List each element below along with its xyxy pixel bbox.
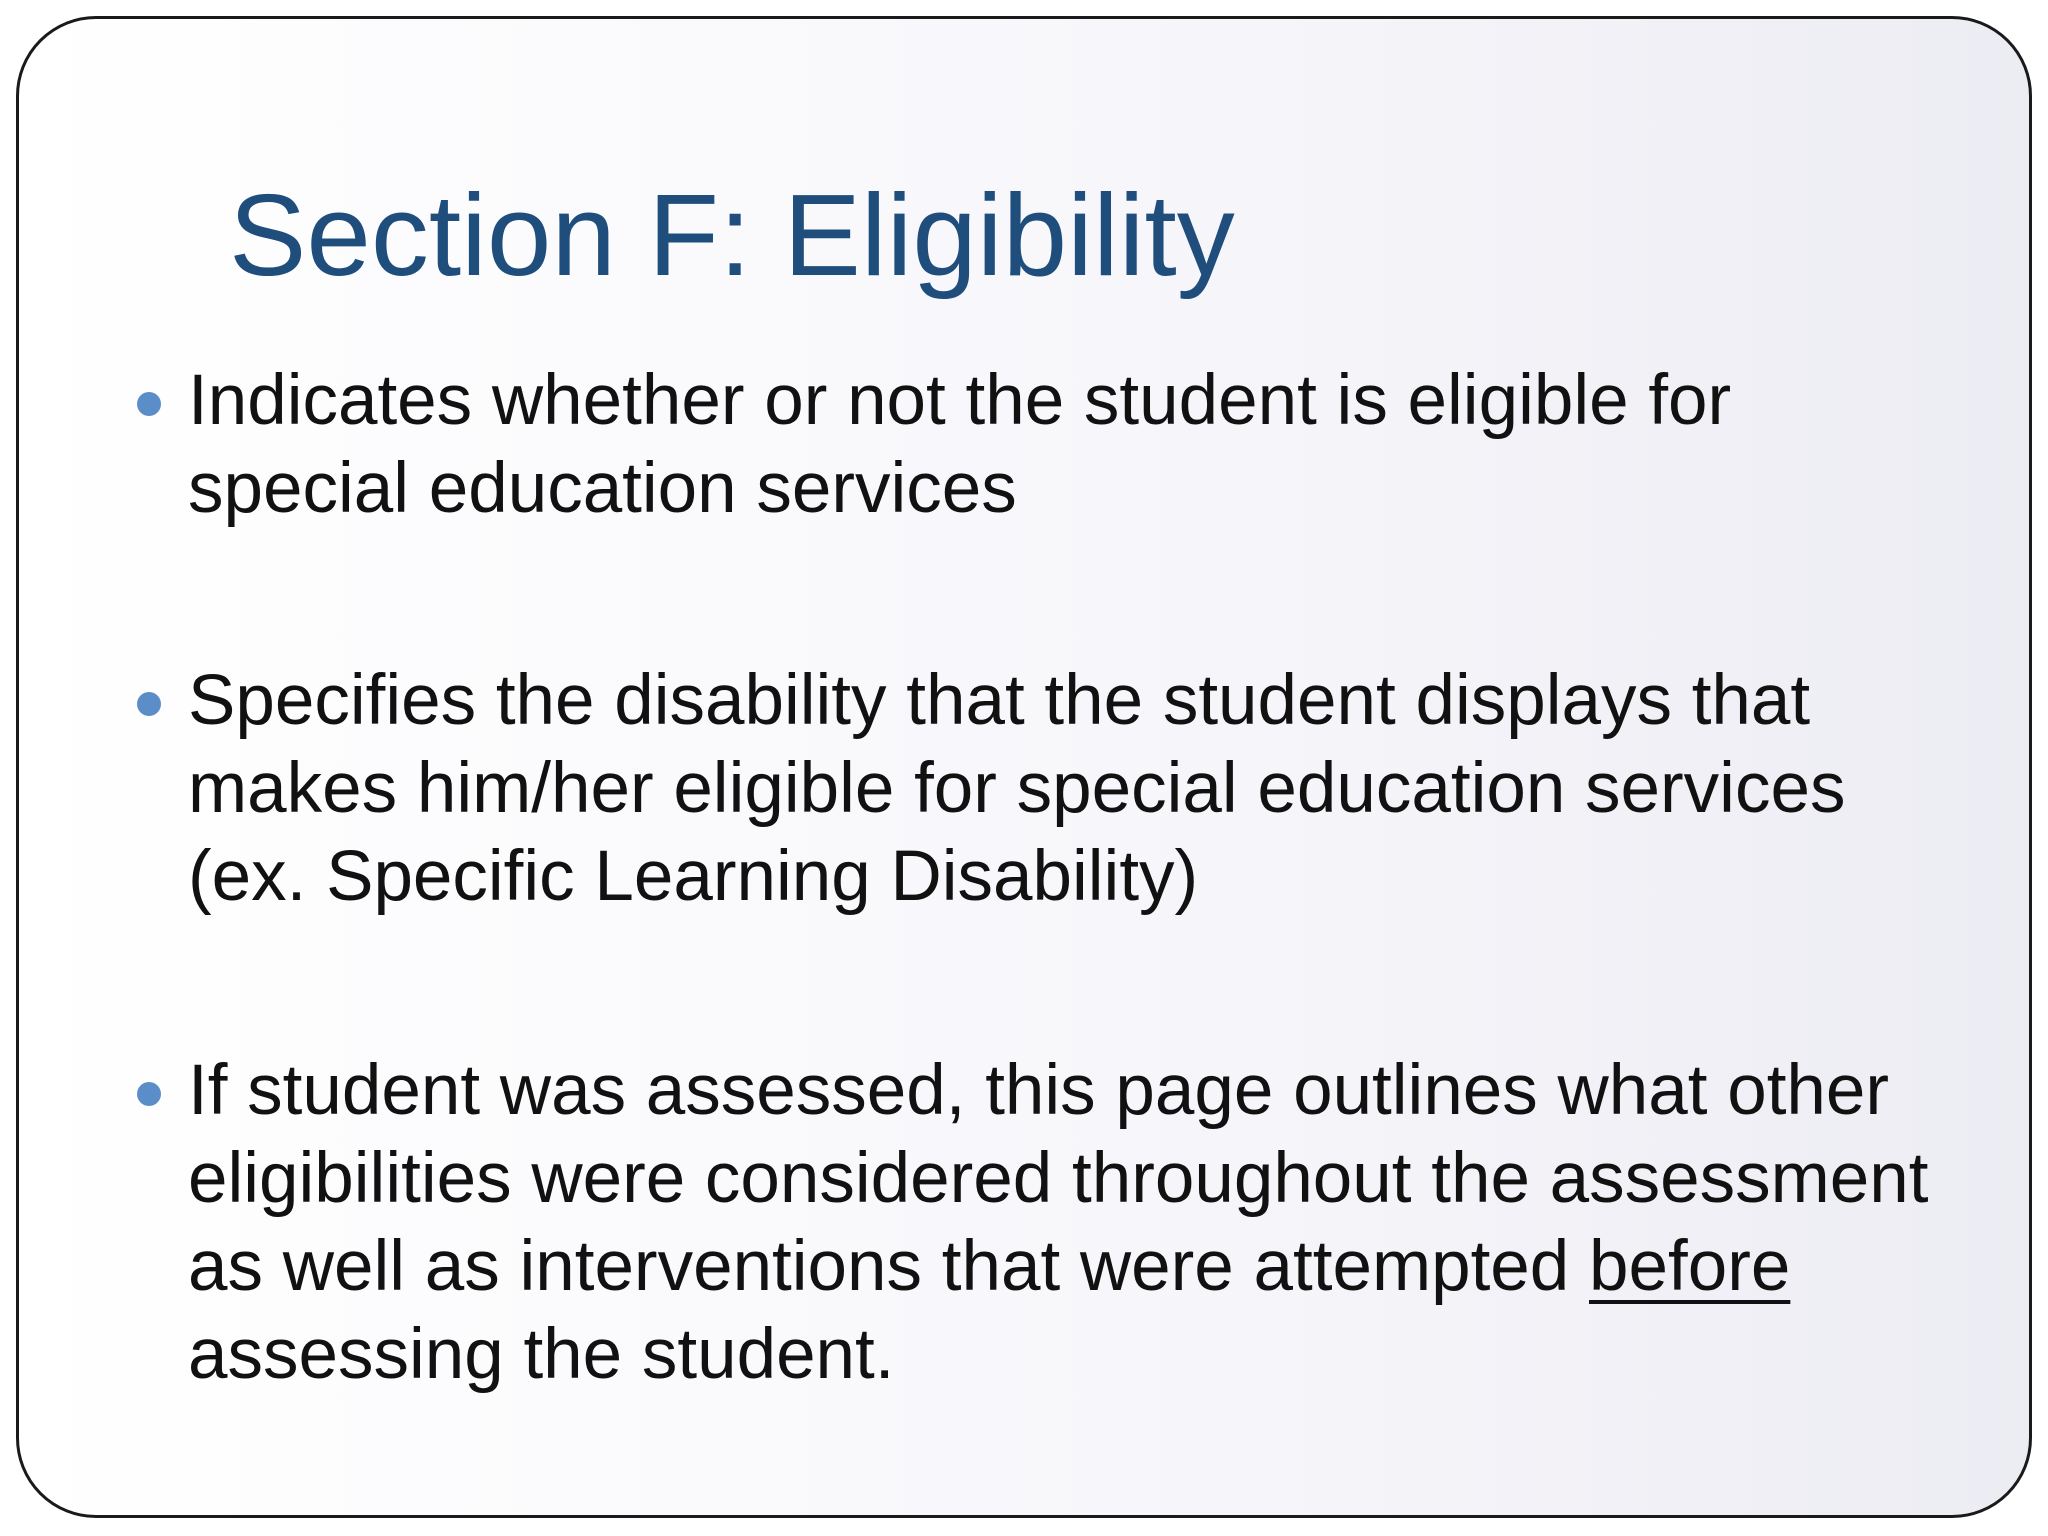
- bullet-item-assessment: [188, 1047, 1968, 1399]
- bullet-item-disability: [188, 657, 1968, 921]
- bullet-text: Indicates whether or not the student is eligible for special education services: [188, 361, 1732, 528]
- bullet-dot-icon: [137, 692, 161, 716]
- bullet-text-before: If student was assessed, this page outlines what other eligibilities were considered throughout the assessment as well as interventions that were attempted: [188, 1051, 1929, 1306]
- underlined-word-before: before: [1589, 1227, 1791, 1306]
- bullet-text: Specifies the disability that the student displays that makes him/her eligible for special education services (ex. Specific Learning Disability): [188, 661, 1846, 916]
- bullet-text-after: assessing the student.: [188, 1315, 895, 1394]
- bullet-dot-icon: [137, 1082, 161, 1106]
- slide: [16, 16, 2032, 1518]
- slide-title: Section F: Eligibility: [229, 170, 1235, 300]
- bullet-dot-icon: [137, 392, 161, 416]
- bullet-list: [19, 19, 2029, 1515]
- bullet-item-eligibility: [188, 357, 1968, 533]
